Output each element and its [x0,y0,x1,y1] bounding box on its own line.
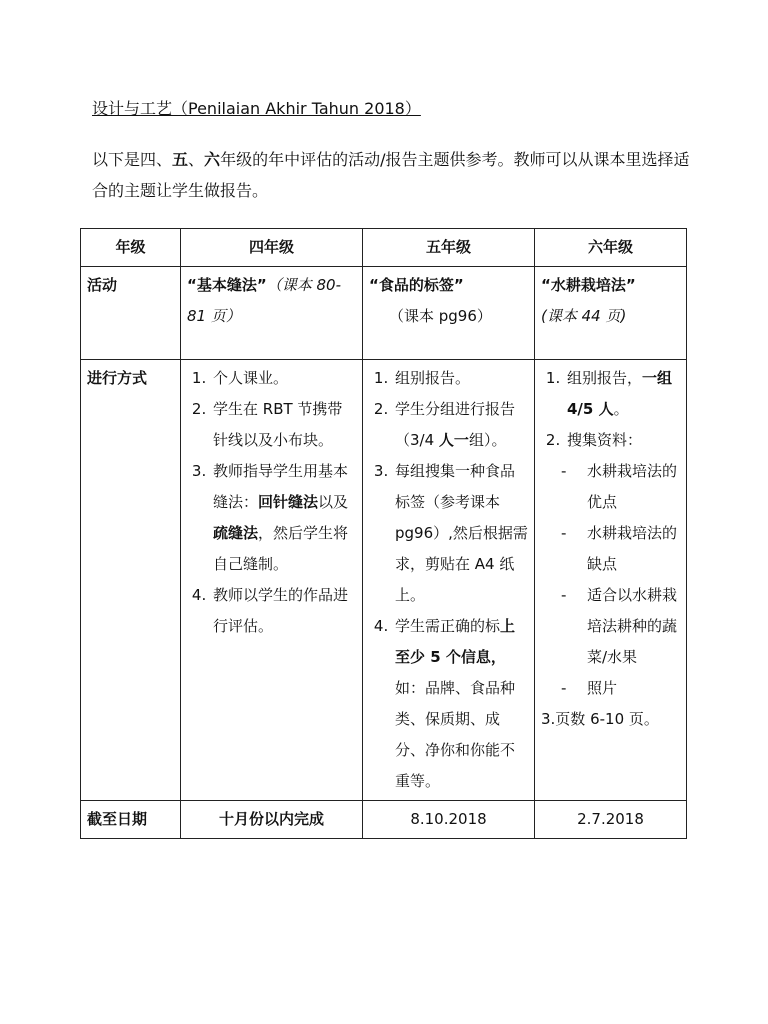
method-y4-3c: 以及 [318,493,349,511]
activity-row [81,267,687,360]
list-item: 2. 学生在 RBT 节携带针线以及小布块。 [211,394,356,456]
list-item: - 照片 [561,673,680,704]
header-year-5: 五年级 [363,229,535,267]
method-y6-2: 搜集资料： [567,431,643,449]
list-item: 3. 每组搜集一种食品标签（参考课本 pg96）,然后根据需求，剪贴在 A4 纸上。 [393,456,528,611]
deadline-year-5: 8.10.2018 [363,801,535,839]
activity-year-4-title: “基本缝法” [187,276,267,294]
intro-part-1: 以下是四、 [92,150,173,169]
method-row [81,360,687,801]
method-year-6-list [541,363,680,456]
method-y6-3: 3.页数 6-10 页。 [541,710,659,728]
method-y5-4c: 如：品牌、食品种类、保质期、成分、净你和你能不重等。 [395,679,516,790]
list-item [393,394,528,456]
intro-part-5: 年级的年中评估的活动/报告主题供参考。教师可以从课本里选择适合的主题让学生做报告。 [92,150,690,200]
method-y4-3a: 教师指导学生用基本缝法： [213,462,349,511]
method-label: 进行方式 [81,360,181,801]
list-item [565,363,680,425]
list-item: 1. 个人课业。 [211,363,356,394]
list-item: 4. 教师以学生的作品进行评估。 [211,580,356,642]
activity-year-5-title: “食品的标签” [369,276,464,294]
method-y5-4a: 学生需正确的标 [395,617,501,635]
method-year-4-list [187,363,356,642]
activity-year-5 [363,267,535,360]
table-header-row [81,229,687,267]
activity-year-4 [181,267,363,360]
list-item: - 水耕栽培法的优点 [561,456,680,518]
deadline-year-4: 十月份以内完成 [181,801,363,839]
deadline-year-6: 2.7.2018 [535,801,687,839]
activity-year-6-ref: (课本 44 页) [541,307,627,325]
intro-part-3: 、 [188,150,205,169]
method-y4-3e: ，然后学生将自己缝制。 [213,524,349,573]
list-item [211,456,356,580]
intro-part-4: 六 [204,150,221,169]
activity-year-6 [535,267,687,360]
method-y6-1b: 一组 4/5 人 [567,369,673,418]
list-item: - 适合以水耕栽培法耕种的蔬菜/水果 [561,580,680,673]
method-y4-3b: 回针缝法 [258,493,319,511]
method-year-4 [181,360,363,801]
method-y5-2a: 学生分组进行报告（3/4 [395,400,516,449]
header-year-4: 四年级 [181,229,363,267]
method-y5-2c: 组）。 [468,431,507,449]
deadline-row [81,801,687,839]
assessment-table [80,228,687,839]
header-grade: 年级 [81,229,181,267]
method-y5-4b: 上至少 5 个信息， [395,617,516,666]
list-item [565,425,680,456]
intro-part-2: 五 [172,150,189,169]
document-title: 设计与工艺（Penilaian Akhir Tahun 2018） [92,99,421,118]
list-item: - 水耕栽培法的缺点 [561,518,680,580]
activity-year-6-title: “水耕栽培法” [541,276,636,294]
deadline-label: 截至日期 [81,801,181,839]
method-y6-1c: 。 [613,400,629,418]
activity-year-4-ref: （课本 80-81 页） [187,276,341,325]
method-year-6 [535,360,687,801]
method-year-6-sublist [541,456,680,704]
header-year-6: 六年级 [535,229,687,267]
intro-paragraph [92,144,702,206]
list-item [393,611,528,797]
method-y6-1a: 组别报告， [567,369,643,387]
method-year-5 [363,360,535,801]
method-y5-2b: 人一 [438,431,469,449]
activity-label: 活动 [81,267,181,360]
method-y4-3d: 疏缝法 [213,524,259,542]
activity-year-5-ref: （课本 pg96） [389,307,492,325]
method-year-5-list [369,363,528,797]
list-item: 1. 组别报告。 [393,363,528,394]
